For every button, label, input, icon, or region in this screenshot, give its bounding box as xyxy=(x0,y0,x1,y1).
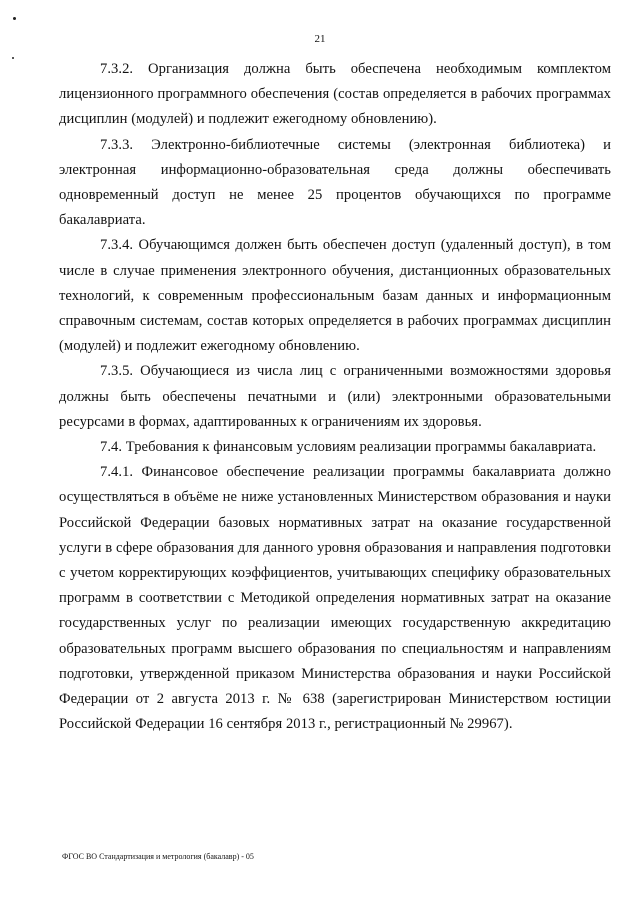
scan-dot-mark xyxy=(12,57,14,59)
document-body xyxy=(59,57,611,737)
paragraph-7-3-3: 7.3.3. Электронно-библиотечные системы (электронная библиотека) и электронная информационно-образовательная среда должны обеспечивать одновременный доступ не менее 25 процентов обучающихся по программе бакалавриата. xyxy=(59,136,611,229)
paragraph-7-3-2: 7.3.2. Организация должна быть обеспечена необходимым комплектом лицензионного программного обеспечения (состав определяется в рабочих программах дисциплин (модулей) и подлежит ежегодному обновлению). xyxy=(59,61,611,128)
paragraph-7-4: 7.4. Требования к финансовым условиям реализации программы бакалавриата. xyxy=(100,439,597,456)
scan-dot-mark xyxy=(13,17,16,20)
paragraph-7-4-1: 7.4.1. Финансовое обеспечение реализации программы бакалавриата должно осуществляться в объёме не ниже установленных Министерством образования и науки Российской Федерации базовых нормативных затрат на оказание государственной услуги в сфере образования для данного уровня образования и направления подготовки с учетом корректирующих коэффициентов, учитывающих специфику образовательных программ в соответствии с Методикой определения нормативных затрат на оказание государственных услуг по реализации имеющих государственную аккредитацию образовательных программ высшего образования по специальностям и направлениям подготовки, утвержденной приказом Министерства образования и науки Российской Федерации от 2 августа 2013 г. № 638 (зарегистрирован Министерством юстиции Российской Федерации 16 сентября 2013 г., регистрационный № 29967). xyxy=(59,464,611,733)
page-number: 21 xyxy=(314,33,326,45)
page-footer: ФГОС ВО Стандартизация и метрология (бакалавр) - 05 xyxy=(62,852,254,861)
paragraph-7-3-5: 7.3.5. Обучающиеся из числа лиц с ограниченными возможностями здоровья должны быть обеспечены печатными и (или) электронными образовательными ресурсами в формах, адаптированных к ограничениям их здоровья. xyxy=(59,363,611,430)
paragraph-7-3-4: 7.3.4. Обучающимся должен быть обеспечен доступ (удаленный доступ), в том числе в случае применения электронного обучения, дистанционных образовательных технологий, к современным профессиональным базам данных и информационным справочным системам, состав которых определяется в рабочих программах дисциплин (модулей) и подлежит ежегодному обновлению. xyxy=(59,237,611,355)
